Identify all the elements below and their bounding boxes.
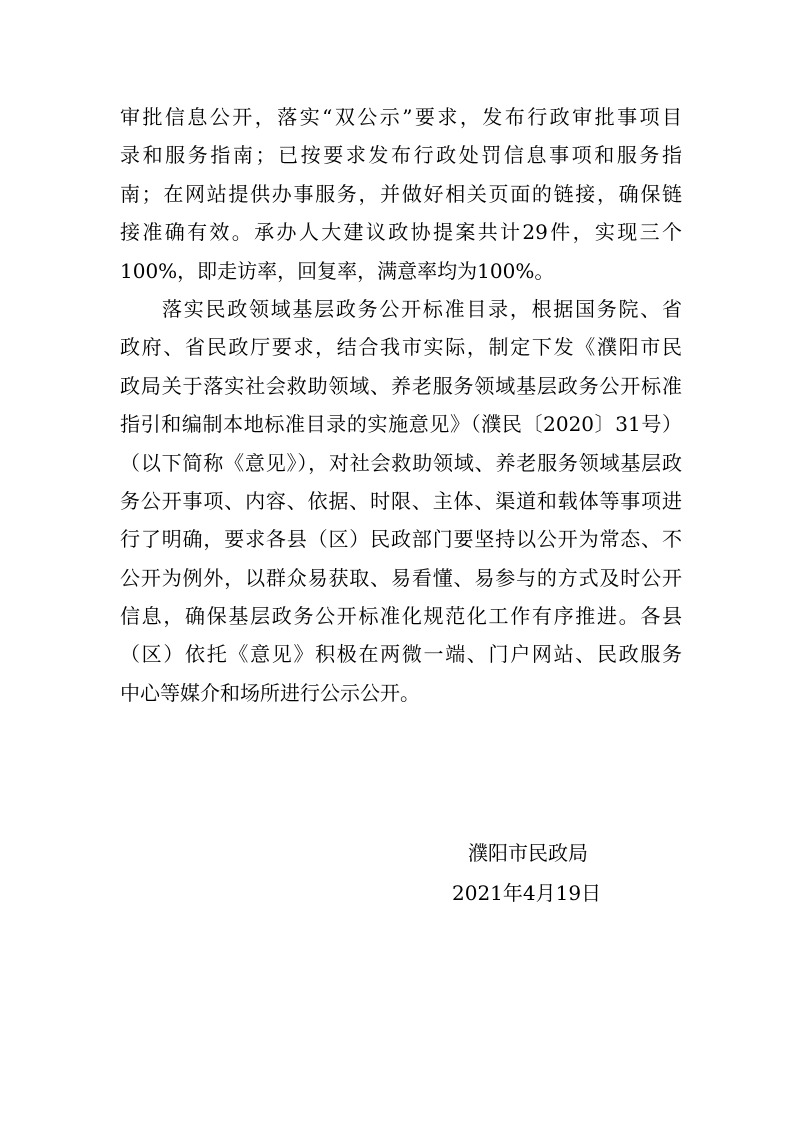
signing-organization: 濮阳市民政局 [468, 841, 588, 865]
paragraph-line: 政局关于落实社会救助领域、养老服务领域基层政务公开标准 [120, 373, 682, 398]
signing-date: 2021年4月19日 [452, 881, 602, 905]
paragraph-line: 公开为例外，以群众易获取、易看懂、易参与的方式及时公开 [120, 565, 682, 590]
paragraph-line: 南；在网站提供办事服务，并做好相关页面的链接，确保链 [120, 181, 682, 206]
paragraph-line: 审批信息公开，落实“双公示”要求，发布行政审批事项目 [120, 105, 682, 129]
document-body [120, 98, 682, 712]
paragraph-line: 务公开事项、内容、依据、时限、主体、渠道和载体等事项进 [120, 488, 682, 513]
paragraph-approval-disclosure [120, 98, 682, 290]
paragraph-line: 100%，即走访率，回复率，满意率均为100%。 [120, 258, 555, 283]
paragraph-line: （区）依托《意见》积极在两微一端、门户网站、民政服务 [120, 642, 682, 667]
paragraph-line: 信息，确保基层政务公开标准化规范化工作有序推进。各县 [120, 604, 682, 629]
paragraph-line: 中心等媒介和场所进行公示公开。 [120, 680, 420, 705]
paragraph-line: 政府、省民政厅要求，结合我市实际，制定下发《濮阳市民 [120, 335, 682, 360]
paragraph-line: 行了明确，要求各县（区）民政部门要坚持以公开为常态、不 [120, 527, 682, 552]
paragraph-standard-catalog [120, 290, 682, 712]
paragraph-line: 录和服务指南；已按要求发布行政处罚信息事项和服务指 [120, 143, 682, 168]
paragraph-line: （以下简称《意见》），对社会救助领域、养老服务领域基层政 [120, 450, 682, 475]
paragraph-line: 接准确有效。承办人大建议政协提案共计29件，实现三个 [120, 220, 682, 245]
paragraph-line: 落实民政领域基层政务公开标准目录，根据国务院、省 [162, 296, 682, 321]
paragraph-line: 指引和编制本地标准目录的实施意见》（濮民〔2020〕31号） [120, 412, 682, 437]
